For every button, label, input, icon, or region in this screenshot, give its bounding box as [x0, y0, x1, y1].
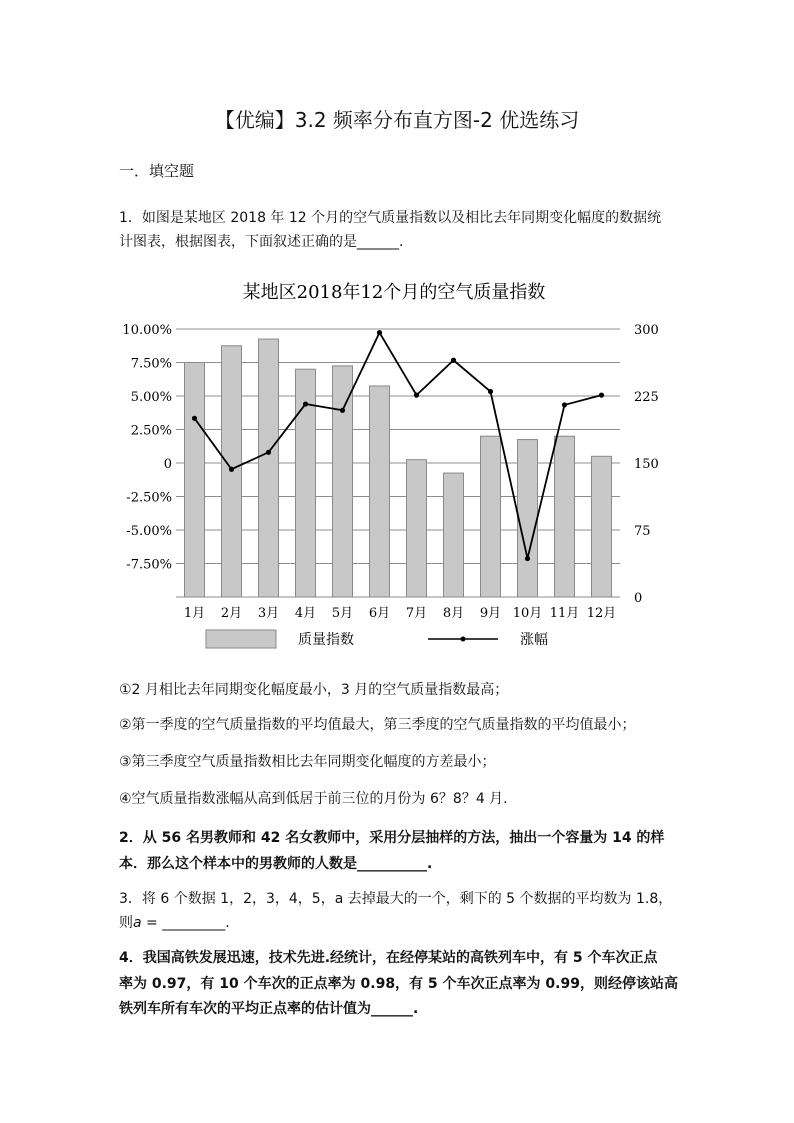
change-rate-point-11月	[562, 402, 567, 407]
option-3: ③第三季度空气质量指数相比去年同期变化幅度的方差最小；	[119, 754, 496, 770]
change-rate-point-1月	[192, 416, 197, 421]
left-axis-tick-label: 10.00%	[122, 323, 172, 338]
option-4: ④空气质量指数涨幅从高到低居于前三位的月份为 6？8？4 月.	[119, 791, 508, 807]
question-3-line-2	[119, 914, 230, 932]
question-3-prefix: 则	[119, 915, 133, 931]
x-tick-label: 7月	[405, 606, 428, 621]
legend-marker-change-rate	[461, 637, 466, 642]
air-quality-chart	[110, 270, 690, 660]
x-tick-label: 12月	[586, 606, 617, 621]
change-rate-point-8月	[451, 358, 456, 363]
question-3-variable: a	[133, 915, 142, 931]
question-2-line-2: 本．那么这个样本中的男教师的人数是__________.	[119, 856, 433, 872]
change-rate-point-5月	[340, 408, 345, 413]
change-rate-point-12月	[599, 393, 604, 398]
bar-1月	[185, 363, 205, 598]
question-2-line-1: 2．从 56 名男教师和 42 名女教师中，采用分层抽样的方法，抽出一个容量为 14 的样	[119, 830, 665, 846]
right-axis-tick-label: 0	[634, 591, 643, 606]
x-tick-label: 2月	[220, 606, 243, 621]
question-4-line-3: 铁列车所有车次的平均正点率的估计值为______.	[119, 1001, 419, 1017]
bar-9月	[481, 436, 501, 597]
bar-5月	[333, 366, 353, 597]
x-tick-label: 6月	[368, 606, 391, 621]
right-axis-tick-label: 300	[634, 323, 659, 338]
bar-6月	[370, 386, 390, 597]
option-2: ②第一季度的空气质量指数的平均值最大，第三季度的空气质量指数的平均值最小；	[119, 717, 636, 733]
bar-12月	[592, 456, 612, 597]
x-tick-label: 10月	[512, 606, 543, 621]
change-rate-point-10月	[525, 556, 530, 561]
left-axis-tick-label: -5.00%	[126, 524, 172, 539]
chart-title: 某地区2018年12个月的空气质量指数	[242, 282, 546, 303]
change-rate-line	[195, 333, 602, 559]
question-4-line-2: 率为 0.97，有 10 个车次的正点率为 0.98，有 5 个车次正点率为 0.99，则经停该站高	[119, 976, 678, 992]
section-heading: 一．填空题	[119, 162, 195, 180]
x-tick-label: 11月	[549, 606, 580, 621]
x-tick-label: 4月	[294, 606, 317, 621]
left-axis-tick-label: 0	[163, 457, 172, 472]
change-rate-point-3月	[266, 450, 271, 455]
legend-swatch-quality-index	[206, 630, 276, 648]
page-title: 【优编】3.2 频率分布直方图-2 优选练习	[214, 108, 580, 132]
x-tick-label: 5月	[331, 606, 354, 621]
question-1-line-1: 1．如图是某地区 2018 年 12 个月的空气质量指数以及相比去年同期变化幅度的数据统	[119, 210, 662, 226]
right-axis-tick-label: 225	[634, 390, 659, 405]
x-tick-label: 8月	[442, 606, 465, 621]
legend-label-change-rate: 涨幅	[520, 632, 548, 648]
change-rate-point-7月	[414, 393, 419, 398]
bar-10月	[518, 440, 538, 597]
x-tick-label: 3月	[257, 606, 280, 621]
right-axis-tick-label: 75	[634, 524, 651, 539]
question-3-line-1: 3．将 6 个数据 1，2，3，4，5，a 去掉最大的一个，剩下的 5 个数据的平均数为 1.8，	[119, 891, 673, 907]
question-1-line-2: 计图表，根据图表，下面叙述正确的是______.	[119, 234, 404, 250]
left-axis-tick-label: 2.50%	[130, 423, 172, 439]
left-axis-tick-label: -7.50%	[126, 557, 172, 573]
bar-7月	[407, 460, 427, 597]
question-4-line-1: 4．我国高铁发展迅速，技术先进.经统计，在经停某站的高铁列车中，有 5 个车次正点	[119, 950, 658, 966]
bar-11月	[555, 436, 575, 597]
bar-3月	[259, 339, 279, 597]
legend-label-quality-index: 质量指数	[298, 632, 354, 648]
change-rate-point-4月	[303, 401, 308, 406]
left-axis-tick-label: -2.50%	[126, 490, 172, 506]
chart-legend	[206, 630, 548, 648]
question-3-blank: = _________.	[141, 915, 230, 931]
left-axis-tick-label: 7.50%	[130, 356, 172, 372]
x-tick-label: 9月	[479, 606, 502, 621]
change-rate-point-9月	[488, 389, 493, 394]
bar-8月	[444, 473, 464, 597]
change-rate-point-6月	[377, 330, 382, 335]
x-tick-label: 1月	[183, 606, 206, 621]
left-axis-tick-label: 5.00%	[130, 390, 172, 405]
change-rate-point-2月	[229, 467, 234, 472]
option-1: ①2 月相比去年同期变化幅度最小，3 月的空气质量指数最高；	[119, 682, 509, 698]
right-axis-tick-label: 150	[634, 457, 659, 472]
